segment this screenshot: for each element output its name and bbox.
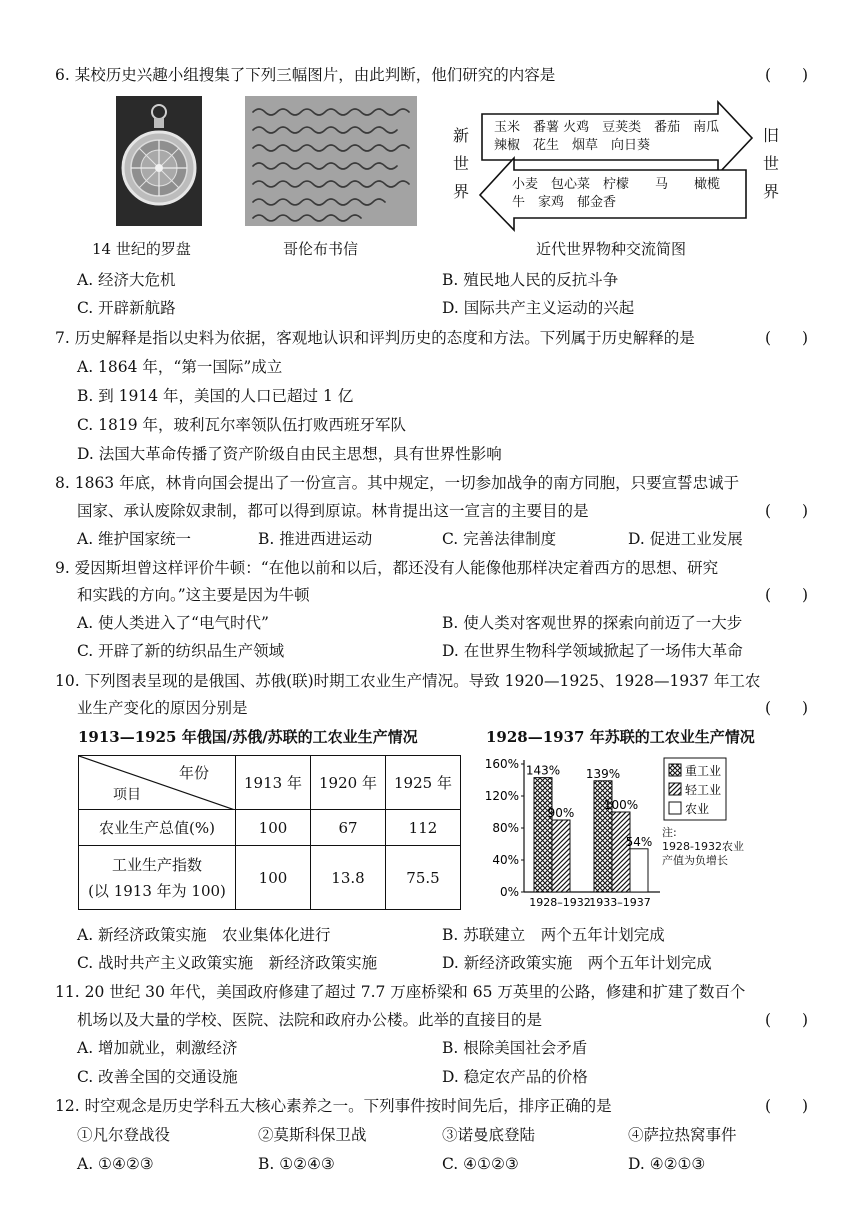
table-cell: 75.5 (386, 846, 461, 910)
q11-stem-line2: 机场以及大量的学校、医院、法院和政府办公楼。此举的直接目的是 (77, 1011, 543, 1029)
to-new-world-line1: 小麦 包心菜 柠檬 马 橄榄 (512, 177, 721, 192)
y-tick-label: 0% (499, 885, 519, 899)
q9-stem-line2: 和实践的方向。”这主要是因为牛顿 (77, 586, 310, 604)
q11-option-d[interactable]: D. 稳定农产品的价格 (442, 1068, 588, 1086)
table-cell: 112 (386, 810, 461, 846)
compass-photo (116, 96, 202, 226)
q12-event: ②莫斯科保卫战 (258, 1126, 367, 1144)
bar-重工业 (534, 778, 552, 892)
table-cell: 100 (236, 846, 311, 910)
bar-轻工业 (552, 820, 570, 892)
table-row (79, 846, 461, 910)
y-tick-label: 40% (492, 853, 519, 867)
to-old-world-line1: 玉米 番薯 火鸡 豆荚类 番茄 南瓜 (494, 120, 720, 135)
q6-option-b[interactable]: B. 殖民地人民的反抗斗争 (442, 271, 619, 289)
legend-label: 轻工业 (685, 783, 722, 797)
q12-event: ③诺曼底登陆 (442, 1126, 536, 1144)
legend-swatch (669, 802, 681, 814)
q8-option-d[interactable]: D. 促进工业发展 (628, 530, 743, 548)
q10-stem-line2: 业生产变化的原因分别是 (77, 699, 248, 717)
legend-label: 重工业 (685, 764, 722, 778)
q8-stem-line2: 国家、承认废除奴隶制，都可以得到原谅。林肯提出这一宣言的主要目的是 (77, 502, 589, 520)
data-label: 100% (603, 798, 639, 812)
q12-bracket: ( ) (765, 1097, 809, 1115)
table-row-label (79, 846, 236, 910)
q12-option-c[interactable]: C. ④①②③ (442, 1155, 519, 1173)
data-label: 139% (585, 766, 621, 781)
bar-农业 (630, 849, 648, 892)
table-corner-item: 项目 (113, 787, 141, 803)
table-corner-year: 年份 (178, 764, 209, 782)
q12-option-b[interactable]: B. ①②④③ (258, 1155, 335, 1173)
q10-option-d[interactable]: D. 新经济政策实施 两个五年计划完成 (442, 954, 712, 972)
q11-bracket: ( ) (765, 1011, 809, 1029)
q11-stem-line1: 11. 20 世纪 30 年代，美国政府修建了超过 7.7 万座桥梁和 65 万英里的公路，修建和扩建了数百个 (55, 983, 746, 1001)
q11-option-c[interactable]: C. 改善全国的交通设施 (77, 1068, 238, 1086)
q10-stem-line1: 10. 下列图表呈现的是俄国、苏俄(联)时期工农业生产情况。导致 1920—1925、1928—1937 年工农 (55, 672, 761, 690)
production-table-title: 1913—1925 年俄国/苏俄/苏联的工农业生产情况 (78, 728, 418, 746)
new-world-label: 新 世 界 (452, 126, 469, 201)
q6-option-d[interactable]: D. 国际共产主义运动的兴起 (442, 299, 635, 317)
q7-bracket: ( ) (765, 329, 809, 347)
q7-option-a[interactable]: A. 1864 年，“第一国际”成立 (77, 358, 283, 376)
q10-option-c[interactable]: C. 战时共产主义政策实施 新经济政策实施 (77, 954, 378, 972)
q12-option-a[interactable]: A. ①④②③ (77, 1155, 154, 1173)
q11-option-b[interactable]: B. 根除美国社会矛盾 (442, 1039, 588, 1057)
table-year-header: 1913 年 (236, 756, 311, 810)
caption-compass: 14 世纪的罗盘 (92, 240, 191, 258)
data-label: 90% (547, 806, 575, 820)
chart-note (662, 826, 744, 868)
chart-note-line: 1928-1932农业 (662, 840, 744, 853)
q7-option-b[interactable]: B. 到 1914 年，美国的人口已超过 1 亿 (77, 387, 354, 405)
legend-swatch (669, 783, 681, 795)
y-tick-label: 160% (484, 757, 519, 771)
old-world-label: 旧 世 界 (762, 126, 779, 201)
q9-stem-line1: 9. 爱因斯坦曾这样评价牛顿：“在他以前和以后，都还没有人能像他那样决定着西方的思想、研究 (55, 559, 719, 577)
q8-option-c[interactable]: C. 完善法律制度 (442, 530, 557, 548)
caption-exchange: 近代世界物种交流简图 (536, 240, 687, 258)
q6-option-a[interactable]: A. 经济大危机 (77, 271, 176, 289)
q11-option-a[interactable]: A. 增加就业，刺激经济 (77, 1039, 238, 1057)
caption-letter: 哥伦布书信 (283, 240, 359, 258)
q9-option-c[interactable]: C. 开辟了新的纺织品生产领域 (77, 642, 285, 660)
q7-stem: 7. 历史解释是指以史料为依据，客观地认识和评判历史的态度和方法。下列属于历史解释的是 (55, 329, 695, 347)
q6-option-c[interactable]: C. 开辟新航路 (77, 299, 176, 317)
production-table (78, 755, 461, 910)
table-year-header: 1925 年 (386, 756, 461, 810)
q9-option-d[interactable]: D. 在世界生物科学领域掀起了一场伟大革命 (442, 642, 743, 660)
q7-option-d[interactable]: D. 法国大革命传播了资产阶级自由民主思想，具有世界性影响 (77, 445, 502, 463)
y-tick-label: 80% (492, 821, 519, 835)
legend-swatch (669, 764, 681, 776)
table-corner-cell (79, 756, 236, 810)
table-row-label: 农业生产总值(%) (79, 810, 236, 846)
table-row-label-line1: 工业生产指数 (111, 855, 202, 874)
q10-option-a[interactable]: A. 新经济政策实施 农业集体化进行 (77, 926, 331, 944)
chart-note-line: 产值为负增长 (662, 854, 728, 867)
table-row-label-line2: (以 1913 年为 100) (88, 881, 226, 900)
q9-bracket: ( ) (765, 586, 809, 604)
table-row (79, 810, 461, 846)
x-tick-label: 1933–1937 (589, 896, 651, 909)
to-new-world-line2: 牛 家鸡 郁金香 (512, 195, 617, 210)
q10-bracket: ( ) (765, 699, 809, 717)
q6-bracket: ( ) (765, 66, 809, 84)
data-label: 54% (625, 834, 653, 849)
to-old-world-line2: 辣椒 花生 烟草 向日葵 (494, 138, 651, 153)
table-year-header: 1920 年 (311, 756, 386, 810)
q9-option-a[interactable]: A. 使人类进入了“电气时代” (77, 614, 269, 632)
q12-option-d[interactable]: D. ④②①③ (628, 1155, 706, 1173)
chart-title: 1928—1937 年苏联的工农业生产情况 (486, 728, 755, 746)
q12-event: ①凡尔登战役 (77, 1126, 171, 1144)
q12-stem: 12. 时空观念是历史学科五大核心素养之一。下列事件按时间先后，排序正确的是 (55, 1097, 612, 1115)
table-cell: 67 (311, 810, 386, 846)
q6-stem: 6. 某校历史兴趣小组搜集了下列三幅图片，由此判断，他们研究的内容是 (55, 66, 556, 84)
table-cell: 100 (236, 810, 311, 846)
q8-option-a[interactable]: A. 维护国家统一 (77, 530, 192, 548)
q7-option-c[interactable]: C. 1819 年，玻利瓦尔率领队伍打败西班牙军队 (77, 416, 407, 434)
q12-event: ④萨拉热窝事件 (628, 1126, 737, 1144)
data-label: 143% (525, 763, 561, 778)
chart-note-line: 注: (662, 826, 677, 839)
q10-option-b[interactable]: B. 苏联建立 两个五年计划完成 (442, 926, 665, 944)
legend-label: 农业 (685, 802, 710, 816)
q8-bracket: ( ) (765, 502, 809, 520)
columbus-letter-photo (245, 96, 417, 226)
bar-轻工业 (612, 812, 630, 892)
table-cell: 13.8 (311, 846, 386, 910)
q9-option-b[interactable]: B. 使人类对客观世界的探索向前迈了一大步 (442, 614, 743, 632)
q8-stem-line1: 8. 1863 年底，林肯向国会提出了一份宣言。其中规定，一切参加战争的南方同胞，只要宣誓忠诚于 (55, 474, 740, 492)
x-tick-label: 1928–1932 (529, 896, 591, 909)
y-tick-label: 120% (484, 789, 519, 803)
q8-option-b[interactable]: B. 推进西进运动 (258, 530, 373, 548)
